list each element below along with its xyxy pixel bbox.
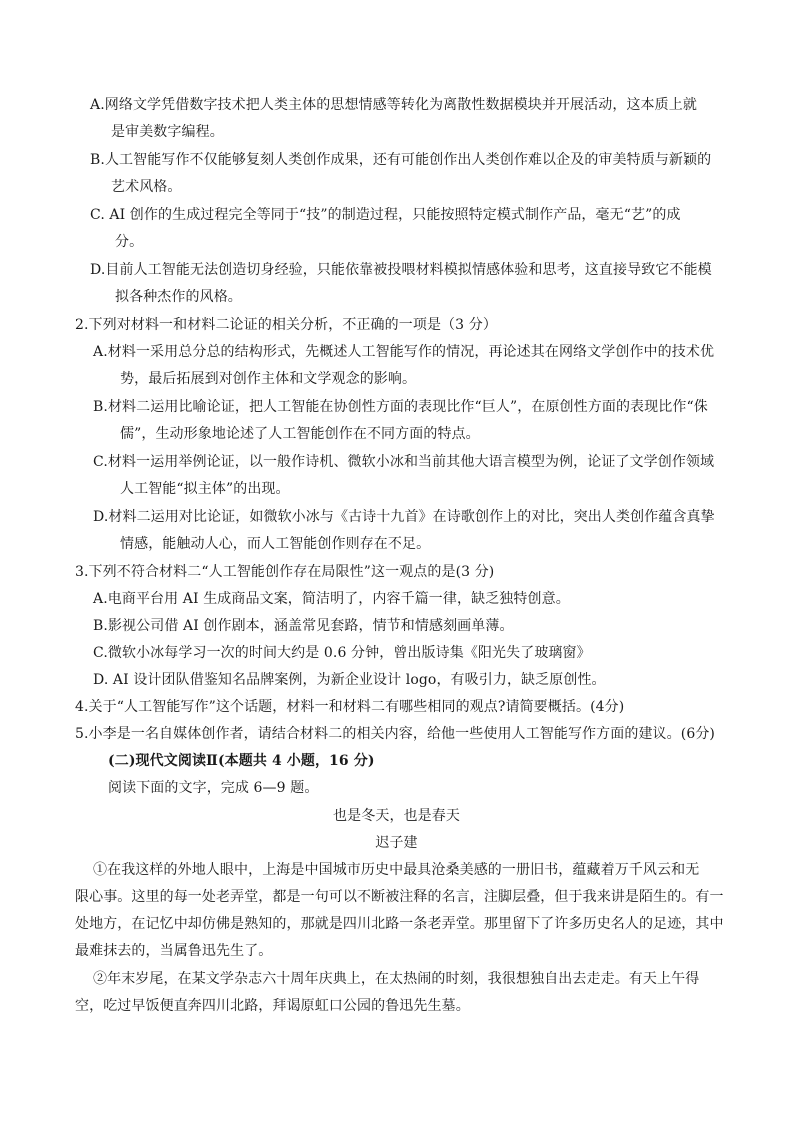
- q1-option-d-line2: 拟各种杰作的风格。: [115, 289, 242, 305]
- q2-option-c-line1: C.材料一运用举例论证，以一般作诗机、微软小冰和当前其他大语言模型为例，论证了文学创作领域: [93, 454, 715, 470]
- section2-heading: (二)现代文阅读Ⅱ(本题共 4 小题，16 分): [108, 753, 375, 769]
- q1-option-b-line1: B.人工智能写作不仅能够复刻人类创作成果，还有可能创作出人类创作难以企及的审美特质与新颖的: [90, 152, 712, 168]
- q2-option-a-line2: 势，最后拓展到对创作主体和文学观念的影响。: [120, 371, 417, 387]
- paragraph-1-line2: 限心事。这里的每一处老弄堂，都是一句可以不断被注释的名言，注脚层叠，但于我来讲是陌生的。有一: [75, 889, 724, 905]
- q3-option-b: B.影视公司借 AI 创作剧本，涵盖常见套路，情节和情感刻画单薄。: [93, 618, 514, 634]
- paragraph-1-line1: ①在我这样的外地人眼中，上海是中国城市历史中最具沧桑美感的一册旧书，蕴藏着万千风云和无: [93, 862, 700, 878]
- q1-option-d-line1: D.目前人工智能无法创造切身经验，只能依靠被投喂材料模拟情感体验和思考，这直接导致它不能模: [90, 262, 712, 278]
- q5-text: 5.小李是一名自媒体创作者，请结合材料二的相关内容，给他一些使用人工智能写作方面的建议。(6分): [75, 726, 715, 742]
- paragraph-2-line2: 空，吃过早饭便直奔四川北路，拜谒原虹口公园的鲁迅先生墓。: [75, 998, 470, 1014]
- paragraph-1-line3: 处地方，在记忆中却仿佛是熟知的，那就是四川北路一条老弄堂。那里留下了许多历史名人的足迹，其中: [75, 916, 724, 932]
- article-title: 也是冬天，也是春天: [333, 808, 460, 824]
- q2-option-d-line2: 情感，能触动人心，而人工智能创作则存在不足。: [120, 536, 431, 552]
- q1-option-a-line2: 是审美数字编程。: [111, 124, 224, 140]
- q2-option-b-line2: 儒”，生动形象地论述了人工智能创作在不同方面的特点。: [120, 426, 480, 442]
- q2-option-d-line1: D.材料二运用对比论证，如微软小冰与《古诗十九首》在诗歌创作上的对比，突出人类创作蕴含真挚: [93, 509, 715, 525]
- q2-option-a-line1: A.材料一采用总分总的结构形式，先概述人工智能写作的情况，再论述其在网络文学创作中的技术优: [93, 344, 715, 360]
- q2-stem: 2.下列对材料一和材料二论证的相关分析，不正确的一项是（3 分）: [75, 317, 497, 333]
- q3-option-d: D. AI 设计团队借鉴知名品牌案例，为新企业设计 logo，有吸引力，缺乏原创性。: [93, 672, 606, 688]
- q4-text: 4.关于“人工智能写作”这个话题，材料一和材料二有哪些相同的观点?请简要概括。(4分): [75, 699, 625, 715]
- q3-option-a: A.电商平台用 AI 生成商品文案，简洁明了，内容千篇一律，缺乏独特创意。: [93, 591, 570, 607]
- paragraph-1-line4: 最难抹去的，当属鲁迅先生了。: [75, 943, 273, 959]
- q1-option-a-line1: A.网络文学凭借数字技术把人类主体的思想情感等转化为离散性数据模块并开展活动，这本质上就: [90, 97, 697, 113]
- paragraph-2-line1: ②年末岁尾，在某文学杂志六十周年庆典上，在太热闹的时刻，我很想独自出去走走。有天上午得: [93, 971, 700, 987]
- section2-instruction: 阅读下面的文字，完成 6—9 题。: [108, 780, 319, 796]
- article-author: 迟子建: [375, 835, 418, 851]
- q3-stem: 3.下列不符合材料二“人工智能创作存在局限性”这一观点的是(3 分): [75, 564, 495, 580]
- q1-option-b-line2: 艺术风格。: [111, 179, 182, 195]
- q3-option-c: C.微软小冰每学习一次的时间大约是 0.6 分钟，曾出版诗集《阳光失了玻璃窗》: [93, 645, 591, 661]
- q2-option-b-line1: B.材料二运用比喻论证，把人工智能在协创性方面的表现比作“巨人”，在原创性方面的表现比作“侏: [93, 399, 708, 415]
- q1-option-c-line1: C. AI 创作的生成过程完全等同于“技”的制造过程，只能按照特定模式制作产品，毫无“艺”的成: [90, 207, 681, 223]
- q1-option-c-line2: 分。: [115, 234, 144, 250]
- q2-option-c-line2: 人工智能“拟主体”的出现。: [120, 481, 290, 497]
